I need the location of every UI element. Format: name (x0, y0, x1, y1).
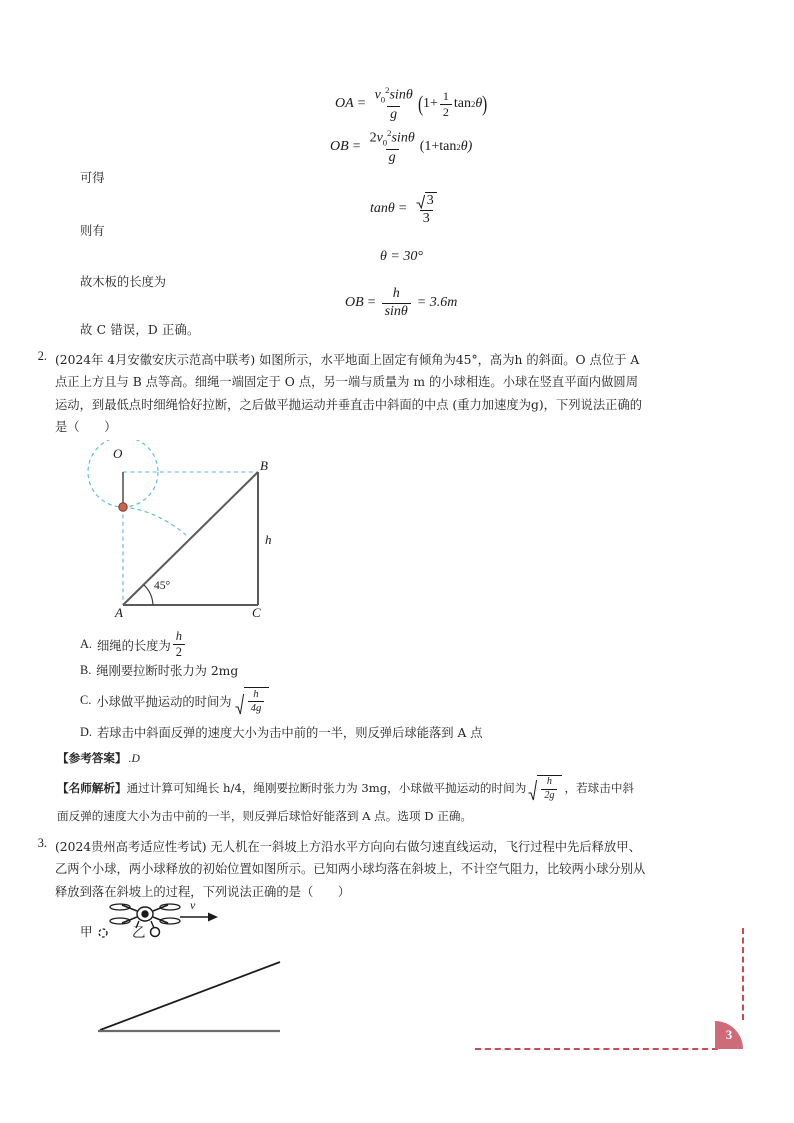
radical-sign (416, 194, 425, 209)
tan-equals: = (398, 201, 407, 217)
ob-length-equals: = (367, 295, 376, 311)
problem-2-option-a[interactable] (80, 630, 187, 659)
theta-value: θ = 30° (380, 249, 423, 264)
drone-slope-diagram (80, 900, 330, 1060)
radicand-value: 3 (425, 192, 437, 209)
option-c-radicand (244, 687, 270, 715)
figure-label-a: A (115, 605, 123, 620)
equation-oa-numerator (372, 86, 416, 106)
figure-label-c: C (252, 605, 261, 620)
problem-2-line-2: 点正上方且与 B 点等高。细绳一端固定于 O 点，另一端与质量为 m 的小球相连。小球在竖直平面内做圆周 (55, 375, 638, 390)
ball-marker (119, 503, 127, 511)
h-numerator: h (392, 286, 400, 301)
equation-oa-tan: tan (453, 96, 471, 112)
label-zeyou: 则有 (80, 224, 105, 238)
problem-2-line-3: 运动，到最低点时细绳恰好拉断，之后做平抛运动并垂直击中斜面的中点 (重力加速度为g)，下列说法正确的 (55, 397, 643, 412)
problem-2-body (55, 349, 770, 439)
sqrt-three (413, 192, 440, 210)
tan-fraction (413, 192, 440, 226)
equation-oa-half (440, 90, 452, 118)
projectile-trajectory (123, 507, 186, 535)
option-a-fraction (173, 630, 185, 659)
theta-symbol: θ (475, 96, 483, 112)
option-a-text: 细绳的长度为 (96, 638, 171, 653)
sqrt-symbol (416, 192, 437, 209)
v-subscript: 0 (380, 94, 386, 105)
problem-3-line-3: 释放到落在斜坡上的过程，下列说法正确的是（ ） (55, 884, 351, 899)
analysis-text-b: ，若球击中斜 (564, 781, 635, 796)
problem-2 (25, 349, 770, 439)
v-symbol: v (374, 87, 381, 103)
figure-label-yi: 乙 (132, 925, 146, 941)
option-c-sqrt (235, 687, 270, 715)
sin-theta: sinθ (391, 130, 415, 146)
option-c-den: 4g (248, 701, 265, 714)
ball-yi-marker (151, 928, 160, 937)
problem-3 (25, 836, 770, 903)
equation-oa-one-plus: 1+ (422, 96, 438, 112)
figure-label-angle: 45° (154, 580, 171, 592)
analysis-den: 2g (541, 789, 557, 802)
analysis-text-a: 通过计算可知绳长 h/4，绳刚要拉断时张力为 3mg，小球做平抛运动的时间为 (126, 781, 527, 796)
problem-2-option-b[interactable] (80, 661, 238, 679)
sin-theta: sinθ (389, 87, 413, 103)
equation-ob-fraction (367, 129, 418, 165)
radical-sign (235, 693, 244, 715)
problem-2-answer (57, 750, 140, 766)
page-number-badge (715, 1021, 743, 1049)
option-a-tag: A. (80, 637, 92, 652)
equation-ob-denominator: g (386, 149, 399, 166)
solution-conclusion: 故 C 错误，D 正确。 (80, 323, 200, 337)
analysis-label: 【名师解析】 (57, 781, 127, 796)
figure-label-v: v (190, 898, 196, 912)
analysis-sqrt (528, 775, 562, 801)
tan-theta-lhs: tanθ (370, 201, 395, 217)
figure-label-o: O (113, 446, 123, 461)
radical-sign (528, 779, 537, 801)
right-paren: ) (482, 91, 488, 116)
problem-3-number: 3. (37, 836, 47, 850)
footer-dashed-horizontal (475, 1048, 718, 1050)
equation-oa-equals: = (357, 96, 366, 112)
equation-oa (335, 86, 487, 122)
option-c-text: 小球做平抛运动的时间为 (96, 694, 232, 709)
ob-length-lhs: OB (345, 295, 364, 311)
figure-label-b: B (260, 458, 268, 473)
problem-3-line-1: (2024贵州高考适应性考试) 无人机在一斜坡上方沿水平方向向右做匀速直线运动，飞行过程中先后释放甲、 (55, 840, 641, 854)
ob-length-result: = 3.6m (416, 295, 458, 311)
label-board-length: 故木板的长度为 (80, 275, 167, 289)
problem-2-number: 2. (37, 349, 47, 363)
page-number-text: 3 (725, 1027, 733, 1042)
equation-ob-numerator (367, 129, 418, 149)
problem-2-line-4: 是（ ） (55, 420, 117, 435)
analysis-inner-fraction (541, 777, 557, 801)
ob-length-fraction (382, 287, 411, 319)
problem-2-analysis-line-1 (57, 775, 634, 801)
tan-denominator: 3 (420, 210, 433, 227)
equation-ob (330, 129, 472, 165)
equation-oa-denominator: g (387, 106, 400, 123)
ball-jia-marker (99, 929, 107, 937)
option-a-denominator: 2 (173, 644, 185, 659)
option-d-text: 若球击中斜面反弹的速度大小为击中前的一半，则反弹后球能落到 A 点 (96, 726, 483, 740)
half-denominator: 2 (440, 104, 452, 119)
problem-2-option-c[interactable] (80, 687, 269, 715)
answer-label: 【参考答案】 (57, 751, 127, 765)
figure-label-h: h (265, 532, 272, 547)
equation-ob-lhs: OB (330, 139, 349, 155)
sin-denominator: sinθ (382, 303, 411, 320)
option-b-text: 绳刚要拉断时张力为 2mg (96, 664, 239, 678)
incline-circle-diagram (78, 440, 308, 630)
v-exponent: 2 (387, 128, 392, 138)
equation-oa-fraction (372, 86, 416, 122)
triangle-hypotenuse-ab (123, 472, 258, 605)
footer-dashed-vertical (742, 928, 744, 1020)
option-c-inner-fraction (248, 689, 265, 715)
analysis-radicand (537, 775, 562, 801)
figure-label-jia: 甲 (80, 924, 93, 939)
problem-3-line-2: 乙两个小球，两小球释放的初始位置如图所示。已知两小球均落在斜坡上，不计空气阻力，比较两小球分别从 (55, 862, 646, 877)
option-a-numerator: h (175, 629, 183, 643)
slope-line (100, 962, 280, 1030)
problem-2-analysis-line-2 (57, 808, 472, 824)
v-exponent: 2 (385, 85, 390, 95)
problem-2-line-1: (2024年 4月安徽安庆示范高中联考) 如图所示，水平地面上固定有倾角为45°，高为h 的斜面。O 点位于 A (55, 353, 640, 367)
problem-2-option-d[interactable] (80, 723, 483, 741)
coefficient-two: 2 (369, 130, 377, 146)
option-c-tag: C. (80, 693, 92, 708)
tan-exponent: 2 (456, 142, 461, 153)
answer-value: .D (128, 751, 140, 765)
label-keide: 可得 (80, 171, 105, 185)
v-symbol: v (376, 130, 383, 146)
problem-3-figure (80, 900, 330, 1060)
option-d-tag: D. (80, 724, 92, 739)
equation-tan-theta (370, 192, 442, 226)
equation-oa-lhs: OA (335, 96, 354, 112)
left-paren: ( (417, 91, 423, 116)
analysis-num: h (546, 776, 552, 787)
equation-ob-equals: = (352, 139, 361, 155)
theta-close: θ) (460, 139, 473, 155)
v-subscript: 0 (382, 137, 388, 148)
equation-ob-length (345, 287, 457, 319)
half-numerator: 1 (442, 88, 449, 103)
problem-2-figure (78, 440, 308, 630)
equation-ob-tail: (1+tan (419, 139, 457, 155)
option-b-tag: B. (80, 662, 92, 677)
equation-theta-value (380, 249, 423, 265)
option-c-num: h (253, 688, 259, 700)
velocity-arrow (180, 913, 218, 922)
analysis-line-2-text: 面反弹的速度大小为击中前的一半，则反弹后球恰好能落到 A 点。选项 D 正确。 (57, 809, 473, 823)
tan-exponent: 2 (470, 99, 476, 110)
angle-arc (144, 585, 153, 605)
problem-3-body (55, 836, 770, 903)
